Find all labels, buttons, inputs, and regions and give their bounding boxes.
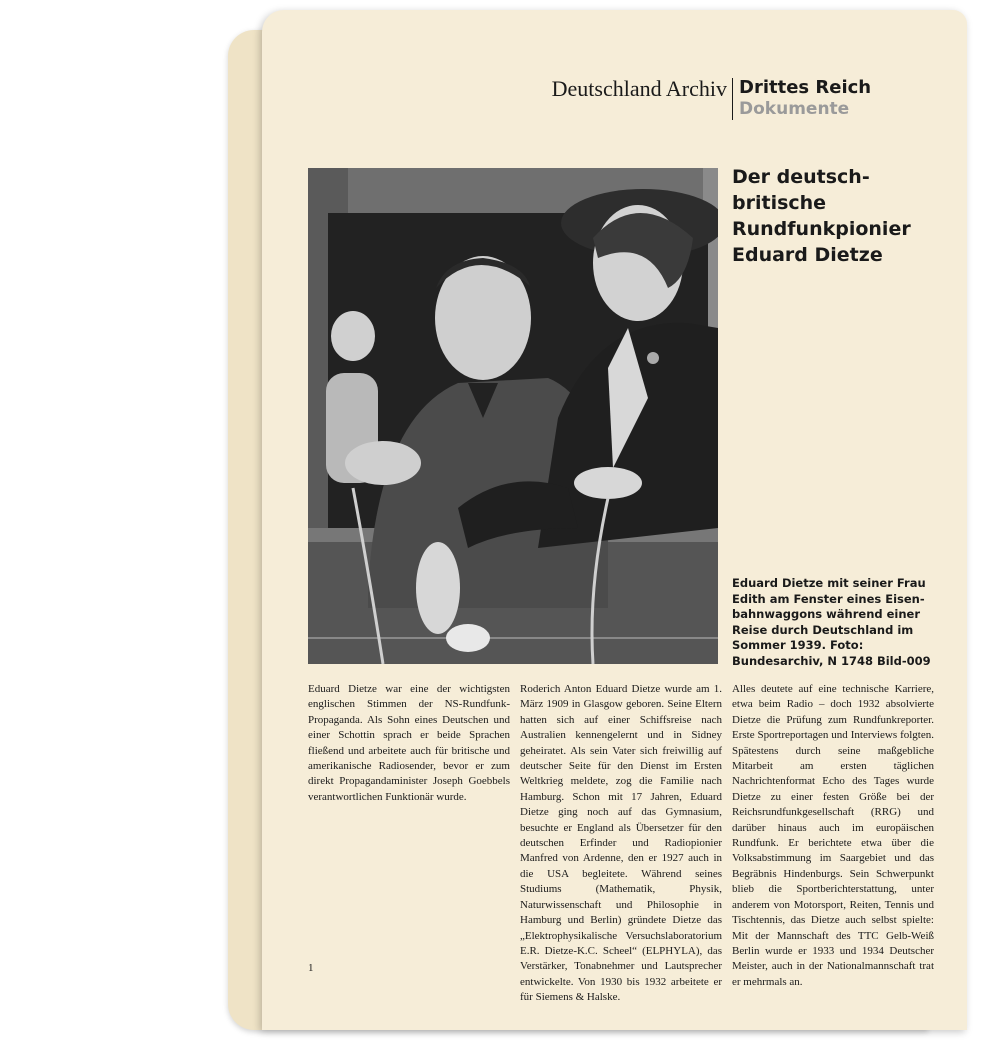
paragraph-biography: Roderich Anton Eduard Dietze wurde am 1. März 1909 in Glasgow geboren. Seine Eltern hatten sich auf einer Schiffsreise nach Australien kennengelernt und in Sidney geheiratet. Als sein Vater sich freiwillig auf deutscher Seite für den Dienst im Ersten Weltkrieg meldete, zog die Familie nach Hamburg. Schon mit 17 Jahren, Eduard Dietze ging noch auf das Gymnasium, besuchte er England als Übersetzer für den deutschen Erfinder und Radiopionier Manfred von Ardenne, den er 1927 auch in die USA begleitete. Während seines Studiums (Mathematik, Physik, Naturwissenschaft und Philosophie in Hamburg und Berlin) gründete Dietze das „Elektrophysikalische Versuchslaboratorium E.R. Dietze-K.C. Scheel“ (ELPHYLA), das Verstärker, Tonabnehmer und Lautsprecher entwickelte. Von 1930 bis 1932 arbeitete er für Siemens & Halske. (520, 683, 722, 1004)
section-subtitle: Dokumente (739, 99, 850, 119)
article-photo (308, 168, 718, 664)
document-page (262, 10, 967, 1030)
paragraph-career: Alles deutete auf eine technische Karriere, etwa beim Radio – doch 1932 absolvierte Dietze die Prüfung zum Rundfunkreporter. Erste Sportreportagen und Interviews folgten. Spätestens durch seine maßgebliche Mitarbeit am ersten täglichen Nachrichtenformat Echo des Tages wurde Dietze zu einer festen Größe bei der Reichsrundfunkgesellschaft (RRG) und darüber hinaus auch im europäischen Rundfunk. Er berichtete etwa über die Volksabstimmung im Saargebiet und das Begräbnis Hindenburgs. Sein Schwerpunkt blieb die Sportberichterstattung, unter anderem von Motorsport, Reiten, Tennis und Tischtennis, das Dietze auch selbst spielte: Mit der Mannschaft des TTC Gelb-Weiß Berlin wurde er 1933 und 1934 Deutscher Meister, auch in der Nationalmannschaft trat er mehrmals an. (732, 683, 934, 988)
text-column-2 (520, 682, 722, 1006)
brand-title: Deutschland Archiv (551, 76, 727, 101)
paragraph-intro: Eduard Dietze war eine der wichtigsten englischen Stimmen der NS-Rundfunk-Propaganda. Als Sohn eines Deutschen und einer Schottin sprach er beide Sprachen fließend und arbeitete auch für britische und amerikanische Radiosender, bevor er zum direkt Propagandaminister Joseph Goebbels verantwortlichen Funktionär wurde. (308, 683, 510, 803)
text-column-1 (308, 682, 510, 805)
photo-illustration (308, 168, 718, 664)
page-number: 1 (308, 962, 314, 974)
article-headline: Der deutsch-britische Rundfunkpionier Eduard Dietze (732, 166, 911, 266)
section-title: Drittes Reich (739, 77, 872, 98)
text-column-3 (732, 682, 934, 990)
photo-caption: Eduard Dietze mit seiner Frau Edith am Fenster eines Eisen-bahnwaggons während einer Reise durch Deutschland im Sommer 1939. Foto: Bundesarchiv, N 1748 Bild-009 (732, 576, 931, 668)
masthead-divider (732, 78, 733, 120)
masthead (262, 68, 967, 124)
